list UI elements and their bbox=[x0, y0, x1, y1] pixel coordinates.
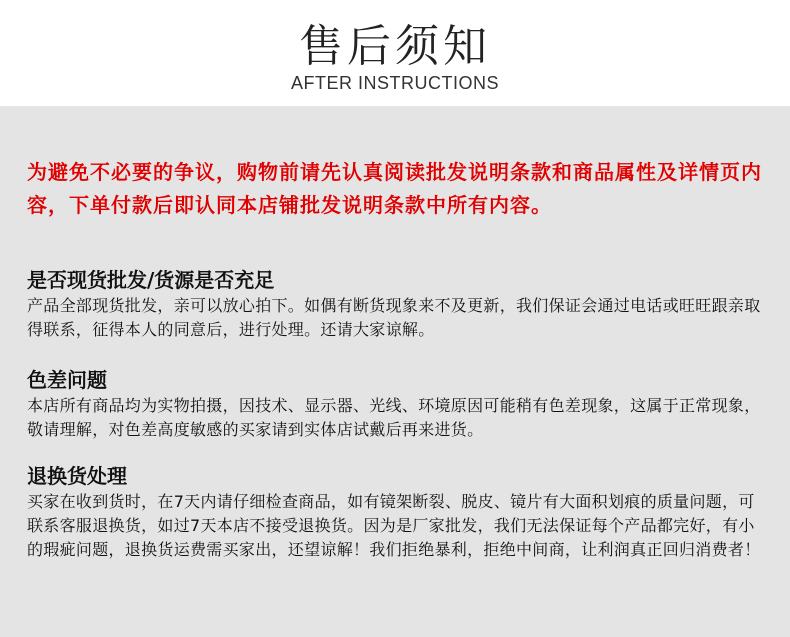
section-body: 产品全部现货批发，亲可以放心拍下。如偶有断货现象来不及更新，我们保证会通过电话或旺旺跟亲取得联系，征得本人的同意后，进行处理。还请大家谅解。 bbox=[27, 296, 761, 339]
section-color-difference bbox=[27, 368, 767, 442]
warning-notice: 为避免不必要的争议，购物前请先认真阅读批发说明条款和商品属性及详情页内容，下单付款后即认同本店铺批发说明条款中所有内容。 bbox=[27, 160, 762, 217]
section-body: 买家在收到货时，在7天内请仔细检查商品，如有镜架断裂、脱皮、镜片有大面积划痕的质量问题，可联系客服退换货，如过7天本店不接受退换货。因为是厂家批发，我们无法保证每个产品都完好，有小的瑕疵问题，退换货运费需买家出，还望谅解！我们拒绝暴利，拒绝中间商，让利润真正回归消费者！ bbox=[27, 492, 761, 559]
section-stock bbox=[27, 268, 767, 342]
page-header bbox=[0, 0, 790, 106]
section-title: 是否现货批发/货源是否充足 bbox=[27, 268, 275, 292]
content-panel bbox=[0, 106, 790, 637]
page-title: 售后须知 bbox=[299, 21, 491, 72]
section-title: 色差问题 bbox=[27, 368, 107, 392]
page-subtitle: AFTER INSTRUCTIONS bbox=[290, 73, 499, 93]
section-title: 退换货处理 bbox=[27, 464, 127, 488]
section-returns bbox=[27, 464, 767, 562]
section-body: 本店所有商品均为实物拍摄，因技术、显示器、光线、环境原因可能稍有色差现象，这属于正常现象，敬请理解，对色差高度敏感的买家请到实体店试戴后再来进货。 bbox=[27, 396, 761, 439]
